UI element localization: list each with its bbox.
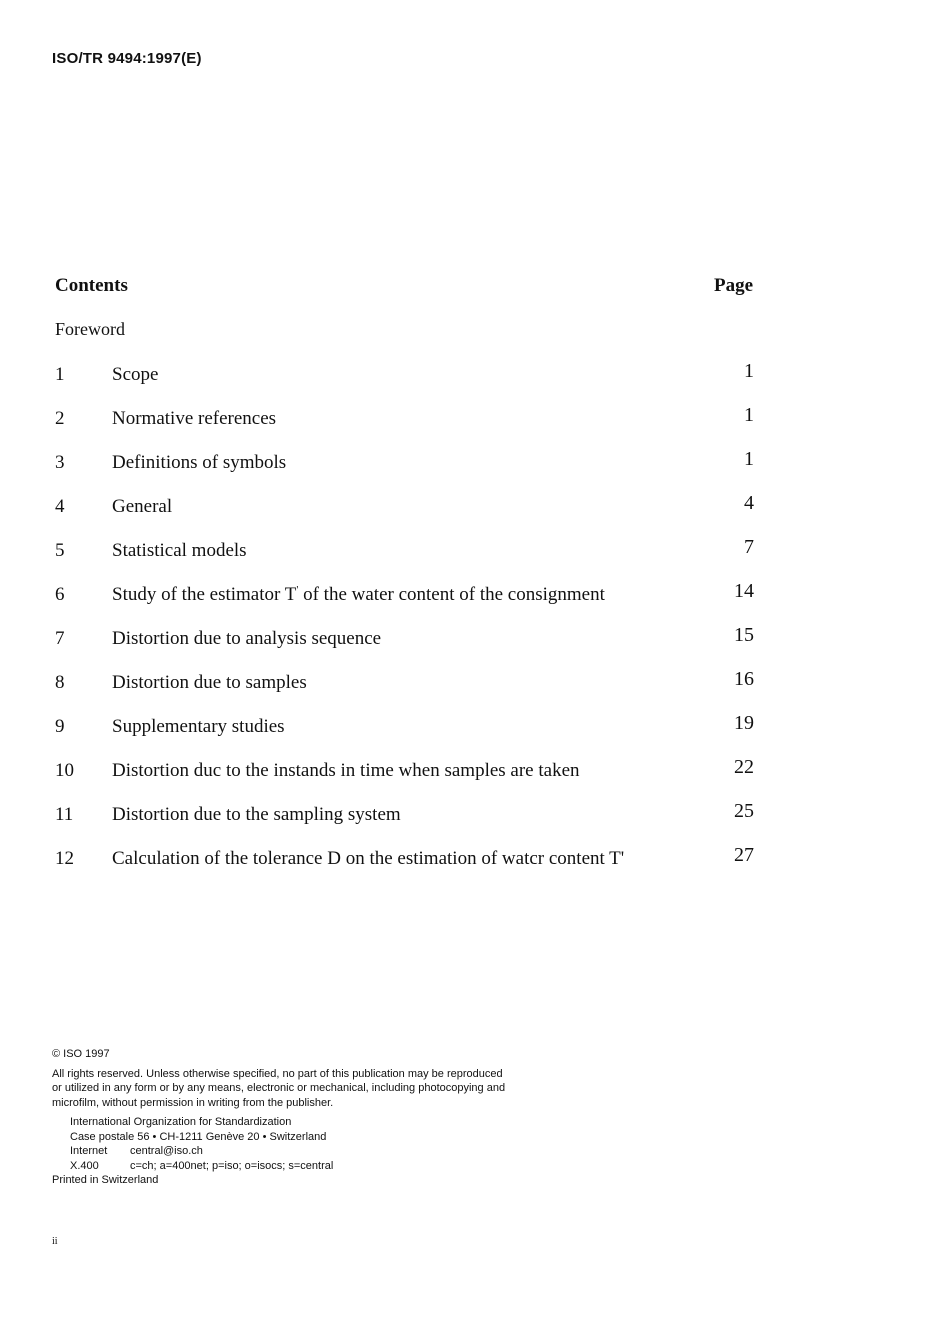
toc-entry-number: 1 <box>55 364 65 385</box>
toc-entry-number: 2 <box>55 408 65 429</box>
prime-superscript: ' <box>296 584 299 596</box>
x400-address: c=ch; a=400net; p=iso; o=isocs; s=central <box>130 1159 334 1172</box>
toc-entry-page: 19 <box>734 712 754 734</box>
toc-entry-page: 27 <box>734 844 754 866</box>
toc-entry <box>0 712 950 756</box>
toc-entry-title: Distortion due to the sampling system <box>112 804 401 825</box>
toc-entry-title: Normative references <box>112 408 277 429</box>
toc-entry-title: Distortion duc to the instands in time when samples are taken <box>112 760 580 781</box>
toc-entry <box>0 360 950 404</box>
toc-entry-title: Calculation of the tolerance D on the estimation of watcr content T' <box>112 848 625 869</box>
toc-entry <box>0 800 950 844</box>
internet-label: Internet <box>70 1145 108 1157</box>
toc-entry-title-part: Study of the estimator T <box>112 584 297 605</box>
toc-entry-title: Statistical models <box>112 540 247 561</box>
copyright-block <box>52 1047 505 1188</box>
copyright-notice: © ISO 1997 <box>52 1048 110 1060</box>
toc-entry-title: Distortion due to analysis sequence <box>112 628 382 649</box>
toc-entry <box>0 624 950 668</box>
toc-entry-title: General <box>112 496 173 517</box>
toc-entry-page: 1 <box>744 404 754 426</box>
rights-line: or utilized in any form or by any means, electronic or mechanical, including photocopying and <box>52 1082 506 1094</box>
toc-entry <box>0 448 950 492</box>
toc-entry-title: Scope <box>112 364 159 385</box>
toc-entry-number: 11 <box>55 804 74 825</box>
toc-entry-number: 3 <box>55 452 65 473</box>
toc-entry <box>0 668 950 712</box>
toc-entry <box>0 580 950 624</box>
toc-title: Contents <box>55 275 128 296</box>
internet-address: central@iso.ch <box>130 1145 203 1157</box>
toc-entry-page: 14 <box>734 580 754 602</box>
toc-entry-number: 8 <box>55 672 65 693</box>
toc-entry-page: 22 <box>734 756 754 778</box>
toc-entry <box>0 756 950 800</box>
toc-entry-page: 25 <box>734 800 754 822</box>
toc-entry-page: 1 <box>744 448 754 470</box>
toc-entry-page: 16 <box>734 668 754 690</box>
toc-entry <box>0 844 950 888</box>
toc-entry-page: 7 <box>744 536 754 558</box>
organization-name: International Organization for Standardization <box>70 1116 292 1128</box>
toc-list <box>0 360 950 888</box>
postal-address: Case postale 56 • CH-1211 Genève 20 • Switzerland <box>70 1130 327 1143</box>
page-number: ii <box>52 1236 58 1247</box>
toc-entry-title: Definitions of symbols <box>112 452 287 473</box>
toc-entry-title: Supplementary studies <box>112 716 285 737</box>
toc-entry-number: 7 <box>55 628 65 649</box>
toc-entry-number: 5 <box>55 540 65 561</box>
toc-entry-number: 12 <box>55 848 74 869</box>
toc-foreword: Foreword <box>55 319 125 339</box>
rights-line: microfilm, without permission in writing from the publisher. <box>52 1096 334 1109</box>
toc-page-label: Page <box>714 275 754 296</box>
toc-entry-page: 4 <box>744 492 754 514</box>
toc-entry-number: 6 <box>55 584 65 605</box>
toc-entry-page: 1 <box>744 360 754 382</box>
x400-line <box>52 1159 505 1174</box>
printed-in: Printed in Switzerland <box>52 1174 159 1186</box>
toc-entry-page: 15 <box>734 624 754 646</box>
toc-entry <box>0 492 950 536</box>
document-reference: ISO/TR 9494:1997(E) <box>52 50 202 67</box>
toc-entry-title-part: of the water content of the consignment <box>298 584 605 605</box>
toc-entry <box>0 404 950 448</box>
toc-entry-number: 9 <box>55 716 65 737</box>
toc-entry-title: Distortion due to samples <box>112 672 307 693</box>
toc-entry-number: 4 <box>55 496 65 517</box>
internet-line <box>52 1144 505 1159</box>
x400-label: X.400 <box>70 1159 99 1172</box>
toc-entry-number: 10 <box>55 760 74 781</box>
toc-entry <box>0 536 950 580</box>
rights-line: All rights reserved. Unless otherwise specified, no part of this publication may be reproduced <box>52 1067 503 1080</box>
toc-entry-title <box>112 584 605 606</box>
